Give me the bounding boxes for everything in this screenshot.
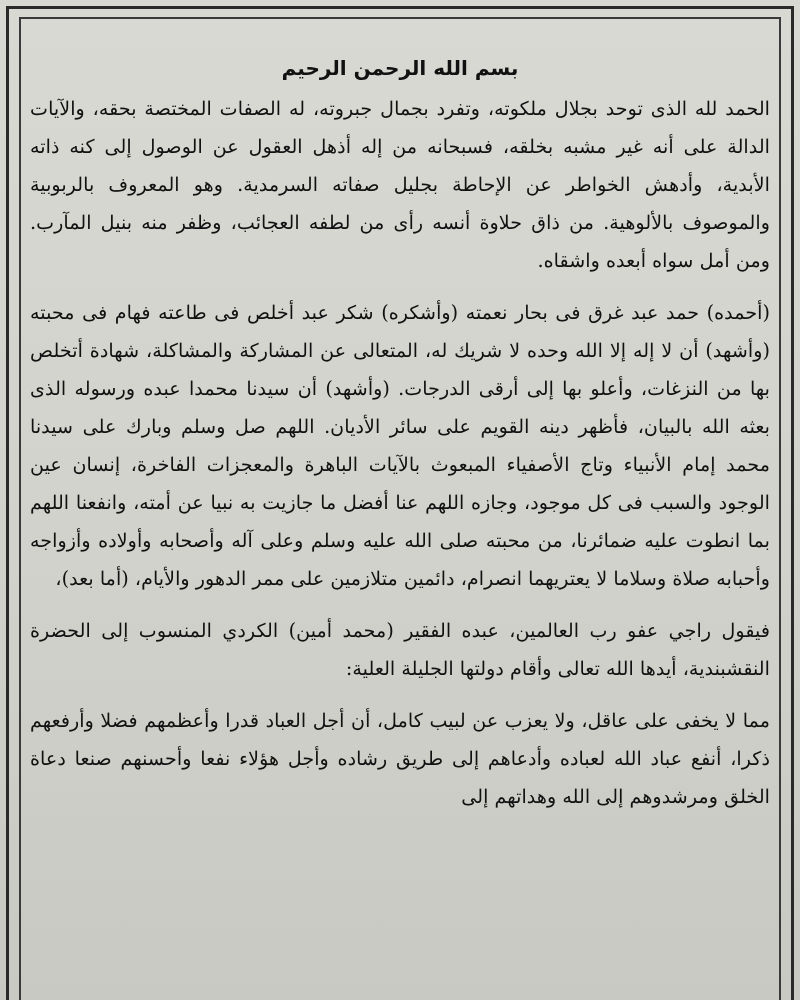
paragraph-testimony: (أحمده) حمد عبد غرق فى بحار نعمته (وأشكره) شكر عبد أخلص فى طاعته فهام فى محبته (وأشهد) أن لا إله إلا الله وحده لا شريك له، المتعالى عن المشاركة والمشاكلة، شهادة أتخلص بها من النزغات، وأعلو بها إلى أرقى الدرجات. (وأشهد) أن سيدنا محمدا عبده ورسوله الذى بعثه الله بالبيان، فأظهر دينه القويم على سائر الأديان. اللهم صل وسلم وبارك على سيدنا محمد إمام الأنبياء وتاج الأصفياء المبعوث بالآيات الباهرة والمعجزات الفاخرة، إنسان عين الوجود والسبب فى كل موجود، وجازه اللهم عنا أفضل ما جازيت به نبيا عن أمته، وانفعنا اللهم بما انطوت عليه ضمائرنا، من محبته صلى الله عليه وسلم وعلى آله وأصحابه وأولاده وأزواجه وأحبابه صلاة وسلاما لا يعتريهما انصرام، دائمين متلازمين على ممر الدهور والأيام، (أما بعد)، — [30, 301, 770, 590]
page-text — [30, 50, 770, 816]
basmala-heading: بسم الله الرحمن الرحيم — [281, 56, 519, 80]
paragraph-intro: مما لا يخفى على عاقل، ولا يعزب عن لبيب كامل، أن أجل العباد قدرا وأعظمهم فضلا وأرفعهم ذكرا، أنفع عباد الله لعباده وأدعاهم إلى طريق رشاده وأجل هؤلاء نفعا وأحسنهم صنعا دعاة الخلق ومرشدوهم إلى الله وهداتهم إلى — [30, 709, 770, 808]
paragraph-praise: الحمد لله الذى توحد بجلال ملكوته، وتفرد بجمال جبروته، له الصفات المختصة بحقه، والآيات الدالة على أنه غير مشبه بخلقه، فسبحانه من إله أذهل العقول عن الوصول إلى كنه ذاته الأبدية، وأدهش الخواطر عن الإحاطة بجليل صفاته السرمدية. وهو المعروف بالربوبية والموصوف بالألوهية. من ذاق حلاوة أنسه رأى من لطفه العجائب، وظفر منه بنيل المآرب. ومن أمل سواه أبعده واشقاه. — [30, 97, 770, 272]
paragraph-author: فيقول راجي عفو رب العالمين، عبده الفقير (محمد أمين) الكردي المنسوب إلى الحضرة النقشبندية، أيدها الله تعالى وأقام دولتها الجليلة العلية: — [30, 619, 770, 680]
